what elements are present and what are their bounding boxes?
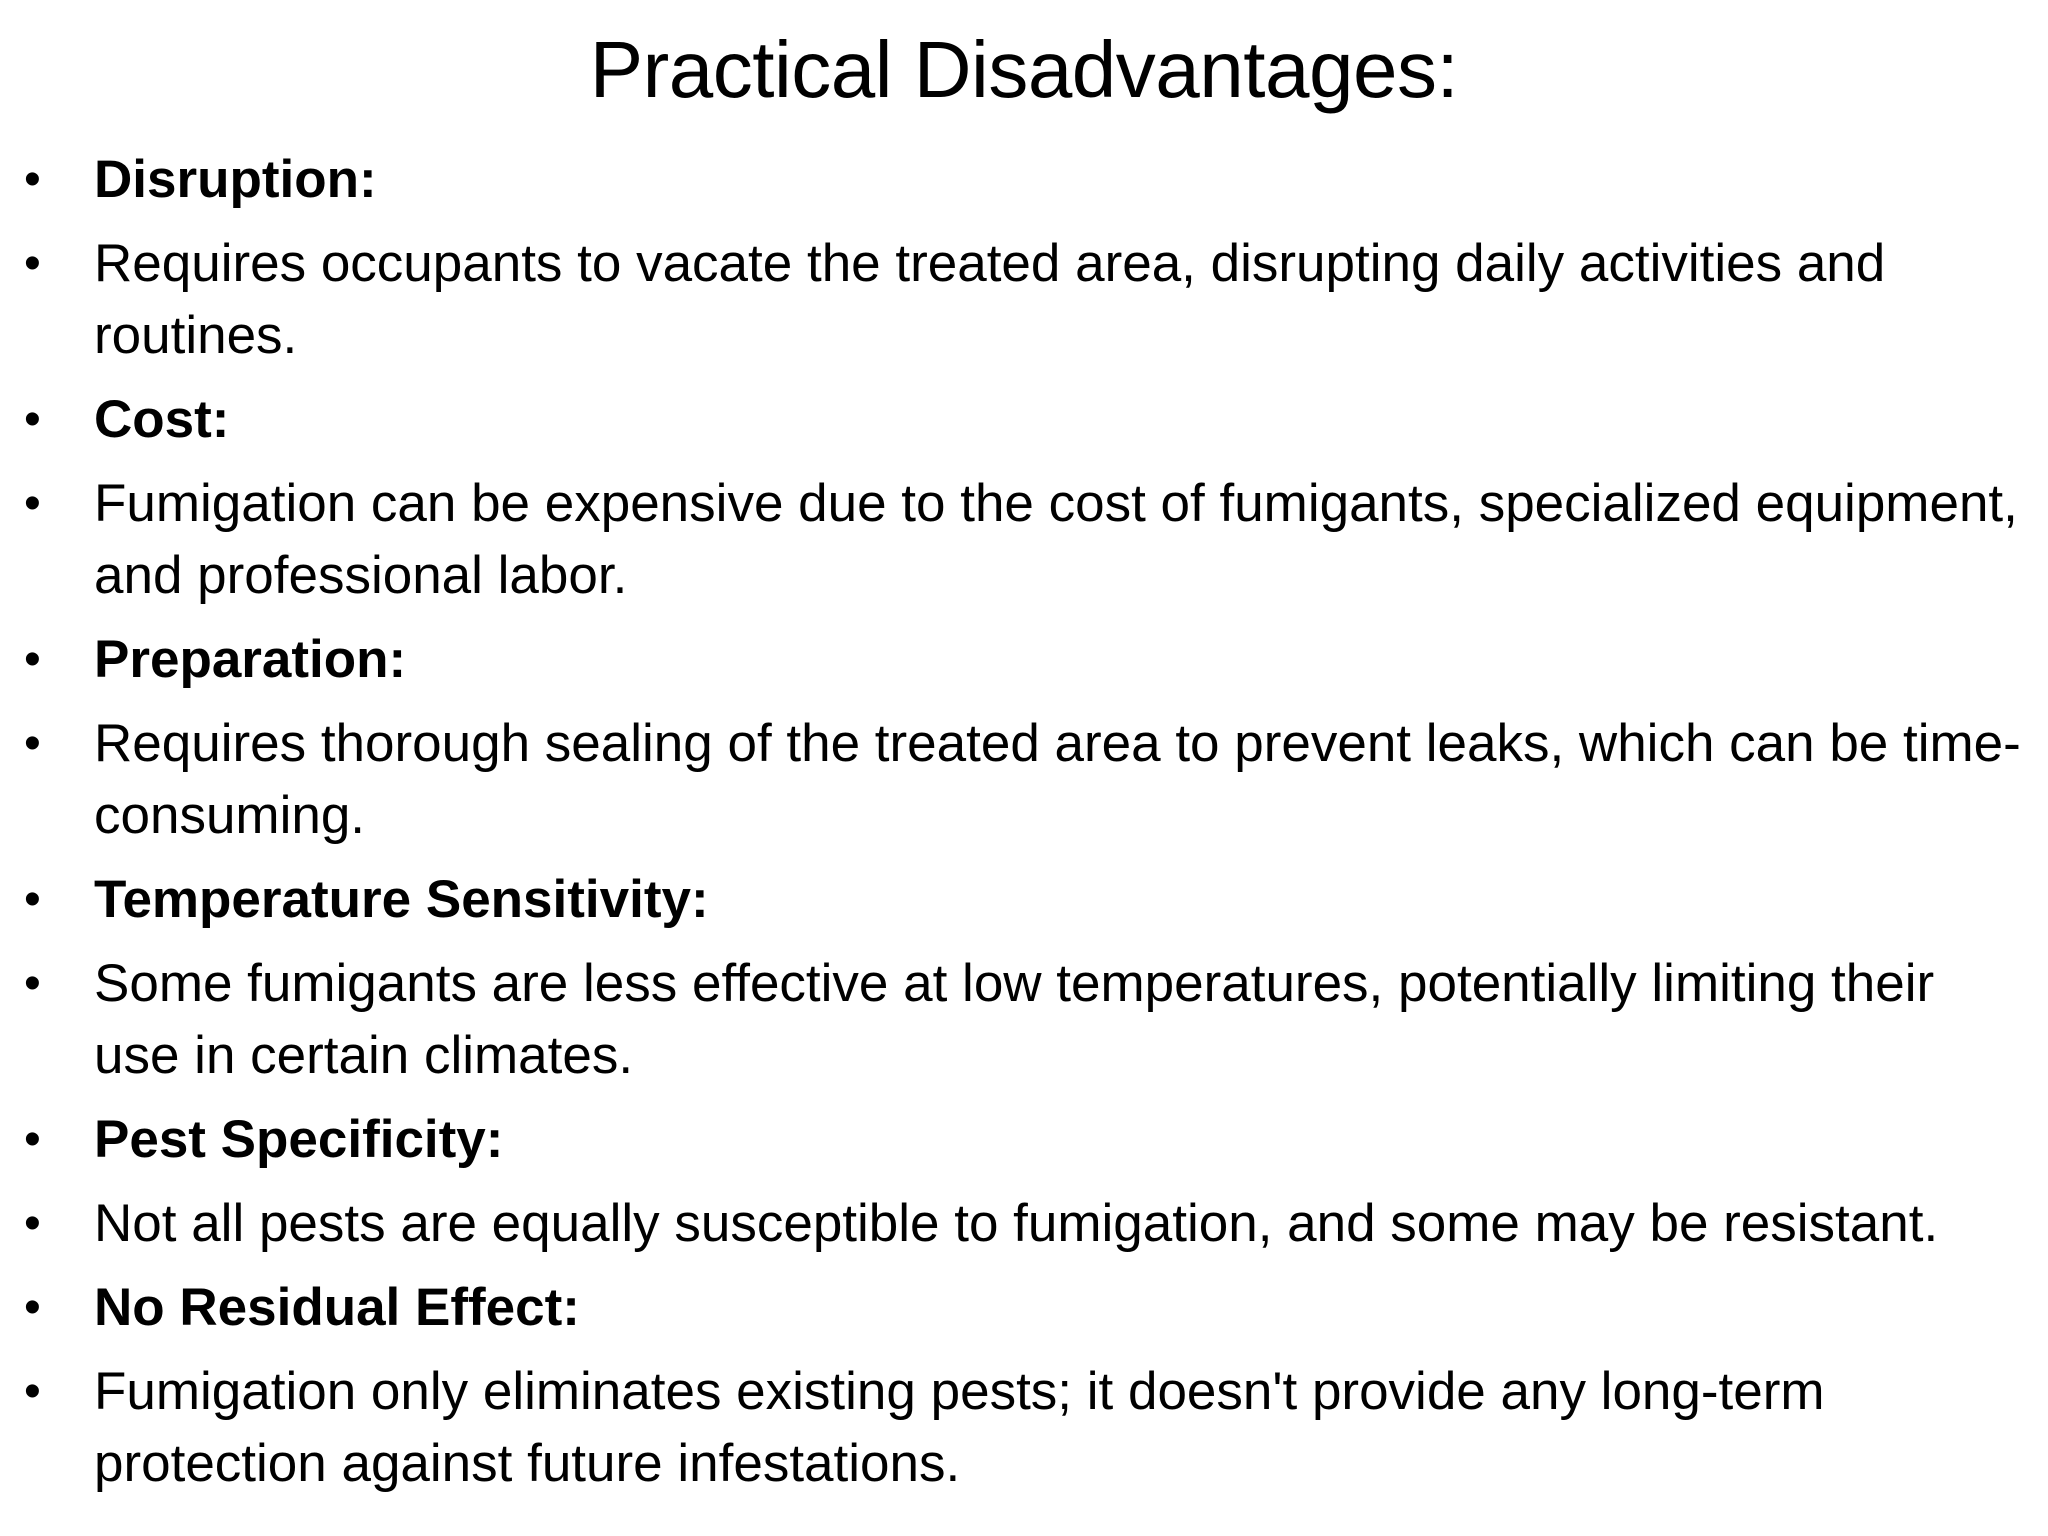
bullet-text: Temperature Sensitivity: <box>94 870 709 929</box>
bullet-detail-cost <box>0 468 2048 612</box>
bullet-heading-no-residual-effect <box>0 1272 2048 1344</box>
bullet-icon: • <box>24 237 41 290</box>
bullet-text: Fumigation can be expensive due to the cost of fumigants, specialized equipment, and professional labor. <box>94 474 2018 605</box>
bullet-heading-preparation <box>0 624 2048 696</box>
bullet-detail-preparation <box>0 708 2048 852</box>
bullet-detail-temperature-sensitivity <box>0 948 2048 1092</box>
bullet-detail-no-residual-effect <box>0 1356 2048 1500</box>
slide-title: Practical Disadvantages: <box>589 25 1459 114</box>
bullet-text: Requires thorough sealing of the treated area to prevent leaks, which can be time-consuming. <box>94 714 2021 845</box>
bullet-icon: • <box>24 153 41 206</box>
bullet-icon: • <box>24 873 41 926</box>
bullet-icon: • <box>24 717 41 770</box>
bullet-text: Preparation: <box>94 630 407 689</box>
bullet-detail-pest-specificity <box>0 1188 2048 1260</box>
bullet-text: Pest Specificity: <box>94 1110 504 1169</box>
bullet-detail-disruption <box>0 228 2048 372</box>
bullet-text: Requires occupants to vacate the treated area, disrupting daily activities and routines. <box>94 234 1886 365</box>
bullet-icon: • <box>24 1113 41 1166</box>
bullet-heading-pest-specificity <box>0 1104 2048 1176</box>
bullet-text: Fumigation only eliminates existing pests; it doesn't provide any long-term protection against future infestations. <box>94 1362 1825 1493</box>
bullet-text: Disruption: <box>94 150 377 209</box>
bullet-icon: • <box>24 1365 41 1418</box>
bullet-text: Cost: <box>94 390 230 449</box>
bullet-heading-cost <box>0 384 2048 456</box>
bullet-icon: • <box>24 1281 41 1334</box>
bullet-icon: • <box>24 1197 41 1250</box>
bullet-list <box>0 144 2048 1512</box>
bullet-heading-disruption <box>0 144 2048 216</box>
bullet-heading-temperature-sensitivity <box>0 864 2048 936</box>
bullet-text: Some fumigants are less effective at low temperatures, potentially limiting their use in certain climates. <box>94 954 1935 1085</box>
bullet-icon: • <box>24 633 41 686</box>
bullet-icon: • <box>24 393 41 446</box>
bullet-icon: • <box>24 477 41 530</box>
bullet-text: No Residual Effect: <box>94 1278 580 1337</box>
bullet-icon: • <box>24 957 41 1010</box>
bullet-text: Not all pests are equally susceptible to fumigation, and some may be resistant. <box>94 1194 1939 1253</box>
